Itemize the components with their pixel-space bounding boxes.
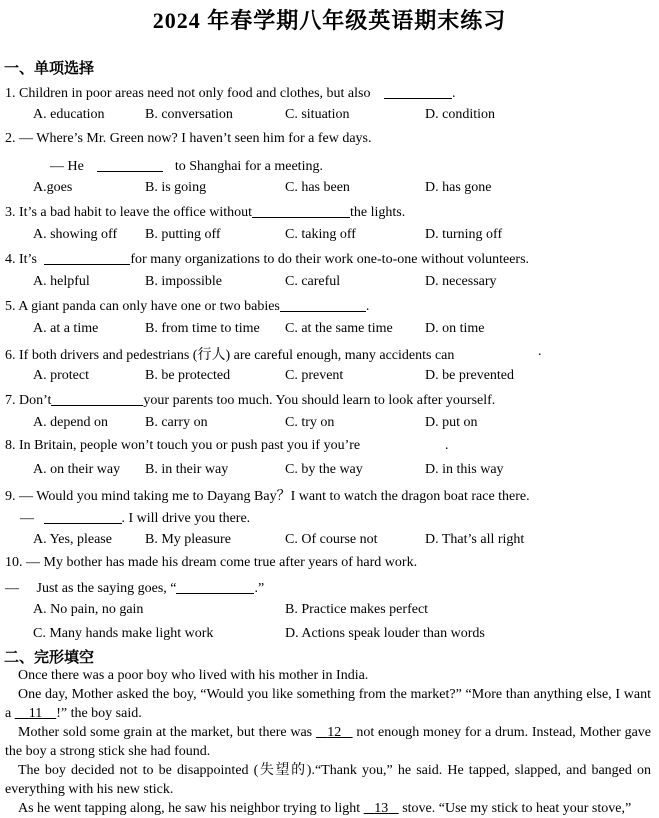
option-d: D. turning off bbox=[425, 227, 503, 242]
option-d: D. put on bbox=[425, 415, 478, 430]
option-d: D. be prevented bbox=[425, 368, 515, 383]
option-c: C. Many hands make light work bbox=[33, 626, 214, 641]
question-2-response: — He to Shanghai for a meeting. bbox=[50, 159, 323, 174]
option-a: A. depend on bbox=[33, 415, 109, 430]
cloze-paragraph-2: One day, Mother asked the boy, “Would you like something from the market?” “More than anything else, I want a 11 !” the boy said. bbox=[5, 687, 651, 721]
question-7: 7. Don’t your parents too much. You should learn to look after yourself. bbox=[5, 393, 496, 408]
question-9-response: — . I will drive you there. bbox=[20, 511, 251, 526]
option-c: C. situation bbox=[285, 107, 350, 122]
question-6-end: . bbox=[538, 344, 542, 359]
answer-blank bbox=[252, 203, 350, 218]
section-heading-cloze: 二、完形填空 bbox=[4, 650, 95, 666]
answer-blank bbox=[280, 297, 366, 312]
option-a: A. protect bbox=[33, 368, 89, 383]
option-a: A. on their way bbox=[33, 462, 121, 477]
cloze-blank-13: 13 bbox=[374, 801, 389, 816]
question-2: 2. — Where’s Mr. Green now? I haven’t seen him for a few days. bbox=[5, 131, 372, 146]
option-a: A. education bbox=[33, 107, 105, 122]
question-4: 4. It’s for many organizations to do their work one-to-one without volunteers. bbox=[5, 252, 530, 267]
question-5: 5. A giant panda can only have one or two babies . bbox=[5, 299, 370, 314]
option-a: A. No pain, no gain bbox=[33, 602, 144, 617]
cloze-paragraph-5: As he went tapping along, he saw his neighbor trying to light 13 stove. “Use my stick to heat your stove,” bbox=[18, 801, 632, 816]
option-d: D. That’s all right bbox=[425, 532, 525, 547]
option-d: D. on time bbox=[425, 321, 485, 336]
question-8: 8. In Britain, people won’t touch you or push past you if you’re bbox=[5, 438, 361, 453]
question-1: 1. Children in poor areas need not only food and clothes, but also . bbox=[5, 86, 456, 101]
option-b: B. in their way bbox=[145, 462, 229, 477]
question-6: 6. If both drivers and pedestrians (行人) are careful enough, many accidents can bbox=[5, 348, 455, 363]
option-c: C. try on bbox=[285, 415, 335, 430]
option-b: B. be protected bbox=[145, 368, 231, 383]
option-b: B. from time to time bbox=[145, 321, 260, 336]
option-c: C. prevent bbox=[285, 368, 344, 383]
answer-blank bbox=[44, 250, 130, 265]
question-8-end: . bbox=[445, 438, 449, 453]
cloze-paragraph-4: The boy decided not to be disappointed (失望的).“Thank you,” he said. He tapped, slapped, and banged on everything with his new stick. bbox=[5, 763, 651, 797]
option-d: D. condition bbox=[425, 107, 495, 122]
option-c: C. Of course not bbox=[285, 532, 378, 547]
option-c: C. taking off bbox=[285, 227, 356, 242]
question-10-response: — Just as the saying goes, “ .” bbox=[5, 581, 265, 596]
section-heading-single-choice: 一、单项选择 bbox=[4, 61, 95, 77]
question-9: 9. — Would you mind taking me to Dayang Bay？I want to watch the dragon boat race there. bbox=[5, 489, 530, 504]
cloze-blank-12: 12 bbox=[327, 725, 342, 740]
cloze-blank-11: 11 bbox=[28, 706, 43, 721]
option-a: A. showing off bbox=[33, 227, 118, 242]
option-b: B. carry on bbox=[145, 415, 208, 430]
option-b: B. putting off bbox=[145, 227, 221, 242]
option-a: A. Yes, please bbox=[33, 532, 112, 547]
option-b: B. impossible bbox=[145, 274, 223, 289]
option-a: A. helpful bbox=[33, 274, 90, 289]
question-3: 3. It’s a bad habit to leave the office without the lights. bbox=[5, 205, 406, 220]
answer-blank bbox=[44, 509, 122, 524]
option-a: A.goes bbox=[33, 180, 73, 195]
option-d: D. Actions speak louder than words bbox=[285, 626, 485, 641]
answer-blank bbox=[51, 391, 143, 406]
answer-blank bbox=[384, 84, 452, 99]
option-c: C. careful bbox=[285, 274, 341, 289]
option-c: C. at the same time bbox=[285, 321, 393, 336]
option-d: D. in this way bbox=[425, 462, 504, 477]
option-b: B. Practice makes perfect bbox=[285, 602, 429, 617]
option-b: B. is going bbox=[145, 180, 207, 195]
option-b: B. My pleasure bbox=[145, 532, 231, 547]
option-c: C. by the way bbox=[285, 462, 363, 477]
option-c: C. has been bbox=[285, 180, 350, 195]
option-a: A. at a time bbox=[33, 321, 99, 336]
cloze-paragraph-3: Mother sold some grain at the market, but there was 12 not enough money for a drum. Instead, Mother gave the boy a strong stick she had found. bbox=[5, 725, 651, 759]
option-d: D. necessary bbox=[425, 274, 497, 289]
answer-blank bbox=[176, 579, 254, 594]
answer-blank bbox=[97, 157, 163, 172]
page-title: 2024 年春学期八年级英语期末练习 bbox=[152, 8, 507, 33]
question-10: 10. — My bother has made his dream come true after years of hard work. bbox=[5, 555, 418, 570]
option-d: D. has gone bbox=[425, 180, 492, 195]
cloze-paragraph-1: Once there was a poor boy who lived with his mother in India. bbox=[18, 668, 369, 683]
option-b: B. conversation bbox=[145, 107, 233, 122]
